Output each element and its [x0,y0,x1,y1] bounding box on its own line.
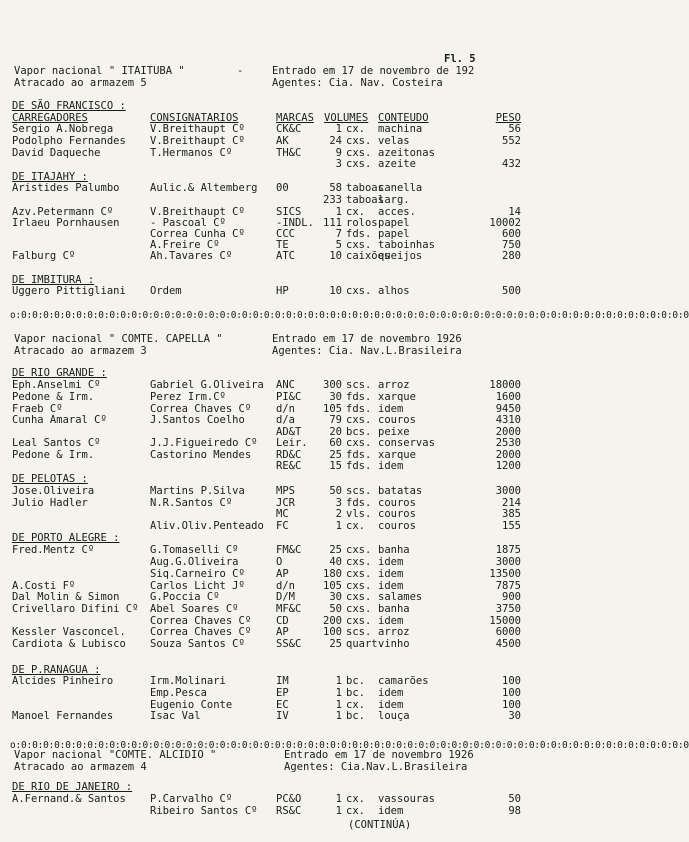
row-pr1-volume-type: bc. [346,675,365,687]
row-pa8-marca: AP [276,626,289,638]
row-pr3-marca: EC [276,699,289,711]
header-marcas: MARCAS [276,112,314,124]
row-pr4-carregador: Manoel Fernandes [12,710,114,722]
ship1-dash: - [237,65,244,77]
row-rg5-marca: AD&T [276,426,302,438]
row-rg7-consignatario: Castorino Mendes [150,449,252,461]
row-pa1-volume-type: cxs. [346,544,372,556]
ship2-agentes: Agentes: Cia. Nav.L.Brasileira [272,345,462,357]
row-pr4-conteudo: louça [378,710,410,722]
row-rg4-carregador: Cunha Amaral Cº [12,414,107,426]
row-it6-volume-type: cxs. [346,239,372,251]
row-sf2-volume-type: cxs. [346,135,372,147]
row-rg4-marca: d/a [276,414,295,426]
row-pe3-volume-qty: 2 [335,508,342,520]
row-pr1-volume-qty: 1 [335,675,342,687]
ship3-agentes: Agentes: Cia.Nav.L.Brasileira [284,761,468,773]
row-it6-conteudo: taboinhas [378,239,435,251]
row-rj1-volume-type: cx. [346,793,365,805]
row-rg5-conteudo: peixe [378,426,410,438]
row-pa4-peso: 7875 [495,580,521,592]
row-pa4-volume-type: cxs. [346,580,372,592]
ship1-atracado: Atracado ao armazem 5 [14,77,147,89]
row-sf1-carregador: Sergio A.Nobrega [12,123,114,135]
port-heading-imbituba: DE IMBITURA : [12,274,95,286]
row-pa1-volume-qty: 25 [329,544,342,556]
row-it5-marca: CCC [276,228,295,240]
row-sf2-peso: 552 [502,135,521,147]
row-rg2-volume-type: fds. [346,391,372,403]
row-pe4-peso: 155 [502,520,521,532]
row-rj1-marca: PC&O [276,793,302,805]
row-pa6-consignatario: Abel Soares Cº [150,603,239,615]
row-rg2-volume-qty: 30 [329,391,342,403]
row-it3-marca: SICS [276,206,302,218]
ship3-entrada: Entrado em 17 de novembro 1926 [284,749,474,761]
row-pr1-consignatario: Irm.Molinari [150,675,226,687]
row-pr2-volume-qty: 1 [335,687,342,699]
row-pe2-peso: 214 [502,497,521,509]
row-pr3-peso: 100 [502,699,521,711]
row-pe1-consignatario: Martins P.Silva [150,485,245,497]
port-heading-sao-francisco: DE SÃO FRANCISCO : [12,100,126,112]
row-it4-peso: 10002 [489,217,521,229]
ship2-atracado: Atracado ao armazem 3 [14,345,147,357]
row-rg6-marca: Leir. [276,437,308,449]
row-rg7-volume-type: fds. [346,449,372,461]
row-rg8-peso: 1200 [495,460,521,472]
row-pe4-conteudo: couros [378,520,416,532]
row-pa7-consignatario: Correa Chaves Cº [150,615,252,627]
row-pr4-consignatario: Isac Val [150,710,201,722]
row-pa6-peso: 3750 [495,603,521,615]
header-conteudo: CONTEUDO [378,112,429,124]
header-carregadores: CARREGADORES [12,112,88,124]
row-rj1-peso: 50 [508,793,521,805]
row-sf2-conteudo: velas [378,135,410,147]
row-pr4-marca: IV [276,710,289,722]
row-rg6-conteudo: conservas [378,437,435,449]
row-pa6-conteudo: banha [378,603,410,615]
row-pe2-consignatario: N.R.Santos Cº [150,497,233,509]
header-consignatarios: CONSIGNATARIOS [150,112,239,124]
row-pa5-volume-type: cxs. [346,591,372,603]
row-sf2-marca: AK [276,135,289,147]
row-rg4-volume-type: cxs. [346,414,372,426]
row-pa3-volume-qty: 180 [323,568,342,580]
row-sf3-marca: TH&C [276,147,302,159]
row-rg7-volume-qty: 25 [329,449,342,461]
row-it4-carregador: Irlaeu Pornhausen [12,217,120,229]
row-it2-conteudo: larg. [378,194,410,206]
row-pa6-marca: MF&C [276,603,302,615]
row-rg3-carregador: Fraeb Cº [12,403,63,415]
row-sf3-volume-type: cxs. [346,147,372,159]
row-pa1-consignatario: G.Tomaselli Cº [150,544,239,556]
row-rg6-volume-qty: 60 [329,437,342,449]
row-it3-peso: 14 [508,206,521,218]
port-heading-rio-janeiro: DE RIO DE JANEIRO : [12,781,133,793]
row-pe1-volume-qty: 50 [329,485,342,497]
row-rj1-carregador: A.Fernand.& Santos [12,793,126,805]
row-pr1-peso: 100 [502,675,521,687]
row-rg4-peso: 4310 [495,414,521,426]
row-pa2-volume-qty: 40 [329,556,342,568]
ship3-vapor: Vapor nacional "COMTE. ALCIDIO " [14,749,217,761]
row-pr4-volume-qty: 1 [335,710,342,722]
row-rj2-consignatario: Ribeiro Santos Cº [150,805,258,817]
row-pa3-peso: 13500 [489,568,521,580]
row-rg3-marca: d/n [276,403,295,415]
row-rj1-consignatario: P.Carvalho Cº [150,793,233,805]
ship2-vapor: Vapor nacional " COMTE. CAPELLA " [14,333,223,345]
row-sf3-carregador: David Daqueche [12,147,101,159]
row-pa2-consignatario: Aug.G.Oliveira [150,556,239,568]
row-pa2-volume-type: cxs. [346,556,372,568]
row-rg2-peso: 1600 [495,391,521,403]
row-rg3-peso: 9450 [495,403,521,415]
row-rg4-volume-qty: 79 [329,414,342,426]
row-it4-conteudo: papel [378,217,410,229]
row-rg8-conteudo: idem [378,460,404,472]
row-pe3-conteudo: couros [378,508,416,520]
row-it7-marca: ATC [276,250,295,262]
row-pa7-marca: CD [276,615,289,627]
row-rg5-volume-qty: 20 [329,426,342,438]
row-pe1-conteudo: batatas [378,485,423,497]
row-pa7-conteudo: idem [378,615,404,627]
row-pa9-volume-qty: 25 [329,638,342,650]
row-it6-consignatario: A.Freire Cº [150,239,220,251]
ship2-entrada: Entrado em 17 de novembro 1926 [272,333,462,345]
row-pe4-marca: FC [276,520,289,532]
row-pa7-peso: 15000 [489,615,521,627]
row-pa5-marca: D/M [276,591,295,603]
row-pa8-peso: 6000 [495,626,521,638]
row-sf3-consignatario: T.Hermanos Cº [150,147,233,159]
row-pa8-conteudo: arroz [378,626,410,638]
row-pa9-conteudo: vinho [378,638,410,650]
row-it5-consignatario: Correa Cunha Cº [150,228,245,240]
row-rg5-peso: 2000 [495,426,521,438]
row-pe2-marca: JCR [276,497,295,509]
row-pa8-carregador: Kessler Vasconcel. [12,626,126,638]
row-pa4-volume-qty: 105 [323,580,342,592]
row-pr1-carregador: Alcides Pinheiro [12,675,114,687]
row-it3-carregador: Azv.Petermann Cº [12,206,114,218]
port-heading-rio-grande: DE RIO GRANDE : [12,367,107,379]
row-rg6-consignatario: J.J.Figueiredo Cº [150,437,258,449]
row-sf2-carregador: Podolpho Fernandes [12,135,126,147]
row-pa2-conteudo: idem [378,556,404,568]
row-rg3-conteudo: idem [378,403,404,415]
row-pe4-volume-type: cx. [346,520,365,532]
row-pa4-conteudo: idem [378,580,404,592]
row-it1-consignatario: Aulic.& Altemberg [150,182,258,194]
row-pe4-consignatario: Aliv.Oliv.Penteado [150,520,264,532]
row-it7-conteudo: queijos [378,250,423,262]
row-pr1-marca: IM [276,675,289,687]
row-it6-peso: 750 [502,239,521,251]
row-rj2-peso: 98 [508,805,521,817]
row-rg7-carregador: Pedone & Irm. [12,449,95,461]
row-it3-volume-qty: 1 [335,206,342,218]
header-volumes: VOLUMES [324,112,369,124]
row-pr3-conteudo: idem [378,699,404,711]
row-pe1-carregador: Jose.Oliveira [12,485,95,497]
row-pa1-conteudo: banha [378,544,410,556]
row-rj2-conteudo: idem [378,805,404,817]
port-heading-porto-alegre: DE PORTO ALEGRE : [12,532,120,544]
ship1-entrada: Entrado em 17 de novembro de 192 [272,65,475,77]
row-pr3-consignatario: Eugenio Conte [150,699,233,711]
row-rg4-conteudo: couros [378,414,416,426]
row-rg6-peso: 2530 [495,437,521,449]
row-it1-volume-type: taboas [346,182,384,194]
row-it1-marca: 00 [276,182,289,194]
row-rg3-volume-qty: 105 [323,403,342,415]
row-im1-marca: HP [276,285,289,297]
row-it2-volume-type: taboas [346,194,384,206]
row-it6-marca: TE [276,239,289,251]
row-pe3-peso: 385 [502,508,521,520]
row-it3-consignatario: V.Breithaupt Cº [150,206,245,218]
port-heading-paranagua: DE P.RANAGUA : [12,664,101,676]
row-it7-peso: 280 [502,250,521,262]
row-it4-consignatario: - Pascoal Cº [150,217,226,229]
row-sf1-consignatario: V.Breithaupt Cº [150,123,245,135]
row-pr3-volume-type: cx. [346,699,365,711]
row-it5-peso: 600 [502,228,521,240]
row-rg8-volume-qty: 15 [329,460,342,472]
row-sf1-volume-type: cx. [346,123,365,135]
row-im1-conteudo: alhos [378,285,410,297]
row-rj2-volume-type: cx. [346,805,365,817]
row-sf1-volume-qty: 1 [335,123,342,135]
row-pa4-carregador: A.Costi Fº [12,580,76,592]
row-rg1-marca: ANC [276,379,295,391]
row-im1-volume-qty: 10 [329,285,342,297]
row-pe2-volume-type: fds. [346,497,372,509]
row-rg1-volume-type: scs. [346,379,372,391]
row-pe4-volume-qty: 1 [335,520,342,532]
row-pa7-volume-qty: 200 [323,615,342,627]
separator-2: o:0:0:0:0:0:0:0:0:0:0:0:0:0:0:0:0:0:0:0:0:0:0:0:0:0:0:0:0:0:0:0:0:0:0:0:0:0:0:0:0:0:0:0:0:0:0:0:0:0:0:0:0:0:0:0:0:0:0:0:0:0 [10,740,689,751]
row-pe1-peso: 3000 [495,485,521,497]
row-im1-volume-type: cxs. [346,285,372,297]
row-pe3-volume-type: vls. [346,508,372,520]
row-pr2-volume-type: bc. [346,687,365,699]
row-rg1-conteudo: arroz [378,379,410,391]
row-pa1-peso: 1875 [495,544,521,556]
row-im1-peso: 500 [502,285,521,297]
row-rg3-consignatario: Correa Chaves Cº [150,403,252,415]
row-pa9-peso: 4500 [495,638,521,650]
row-pa3-consignatario: Siq.Carneiro Cº [150,568,245,580]
row-sf3-volume-qty: 9 [335,147,342,159]
row-rg4-consignatario: J.Santos Coelho [150,414,245,426]
row-pr4-peso: 30 [508,710,521,722]
row-rg5-volume-type: bcs. [346,426,372,438]
row-pa9-carregador: Cardiota & Lubisco [12,638,126,650]
row-rg7-peso: 2000 [495,449,521,461]
row-pa5-carregador: Dal Molin & Simon [12,591,120,603]
row-sf4-volume-type: cxs. [346,158,372,170]
ship1-agentes: Agentes: Cia. Nav. Costeira [272,77,443,89]
row-it1-conteudo: canella [378,182,423,194]
row-pa1-carregador: Fred.Mentz Cº [12,544,95,556]
row-pa3-volume-type: cxs. [346,568,372,580]
row-sf2-consignatario: V.Breithaupt Cº [150,135,245,147]
row-pe2-conteudo: couros [378,497,416,509]
row-rg1-volume-qty: 300 [323,379,342,391]
row-it3-volume-type: cx. [346,206,365,218]
row-pr4-volume-type: bc. [346,710,365,722]
row-pa2-peso: 3000 [495,556,521,568]
row-pa1-marca: FM&C [276,544,302,556]
row-pa9-volume-type: quart. [346,638,384,650]
row-it7-carregador: Falburg Cº [12,250,76,262]
row-it7-volume-type: caixões [346,250,391,262]
row-rj2-volume-qty: 1 [335,805,342,817]
row-pe3-marca: MC [276,508,289,520]
row-pa6-carregador: Crivellaro Difini Cº [12,603,139,615]
row-im1-carregador: Uggero Pittigliani [12,285,126,297]
row-rg2-carregador: Pedone & Irm. [12,391,95,403]
row-pe1-marca: MPS [276,485,295,497]
row-pa3-marca: AP [276,568,289,580]
row-pa7-volume-type: cxs. [346,615,372,627]
row-pa4-marca: d/n [276,580,295,592]
row-pe2-volume-qty: 3 [335,497,342,509]
row-pr3-volume-qty: 1 [335,699,342,711]
row-pa8-consignatario: Correa Chaves Cº [150,626,252,638]
row-rg7-marca: RD&C [276,449,302,461]
row-rg2-consignatario: Perez Irm.Cº [150,391,226,403]
row-it7-volume-qty: 10 [329,250,342,262]
row-rg1-carregador: Eph.Anselmi Cº [12,379,101,391]
row-sf4-volume-qty: 3 [335,158,342,170]
row-rg2-marca: PI&C [276,391,302,403]
row-rg3-volume-type: fds. [346,403,372,415]
row-sf2-volume-qty: 24 [329,135,342,147]
row-it5-volume-qty: 7 [335,228,342,240]
separator-1: o:0:0:0:0:0:0:0:0:0:0:0:0:0:0:0:0:0:0:0:0:0:0:0:0:0:0:0:0:0:0:0:0:0:0:0:0:0:0:0:0:0:0:0:0:0:0:0:0:0:0:0:0:0:0:0:0:0:0:0:0:0 [10,310,689,321]
row-it4-volume-type: rolos [346,217,378,229]
page-number: Fl. 5 [444,53,476,65]
row-pa6-volume-qty: 50 [329,603,342,615]
row-sf1-peso: 56 [508,123,521,135]
row-it4-volume-qty: 111 [323,217,342,229]
row-it6-volume-qty: 5 [335,239,342,251]
row-pa6-volume-type: cxs. [346,603,372,615]
row-pa3-conteudo: idem [378,568,404,580]
row-pr2-consignatario: Emp.Pesca [150,687,207,699]
row-pa9-marca: SS&C [276,638,302,650]
row-rg6-carregador: Leal Santos Cº [12,437,101,449]
row-pa5-peso: 900 [502,591,521,603]
row-rg7-conteudo: xarque [378,449,416,461]
row-it3-conteudo: acces. [378,206,416,218]
row-pe1-volume-type: scs. [346,485,372,497]
row-pe2-carregador: Julio Hadler [12,497,88,509]
row-sf1-marca: CK&C [276,123,302,135]
row-it5-conteudo: papel [378,228,410,240]
row-it5-volume-type: fds. [346,228,372,240]
row-pa5-consignatario: G.Poccia Cº [150,591,220,603]
row-rg1-consignatario: Gabriel G.Oliveira [150,379,264,391]
continua-note: (CONTINÚA) [348,819,412,831]
row-pr2-peso: 100 [502,687,521,699]
row-pa4-consignatario: Carlos Licht Jº [150,580,245,592]
row-rj1-volume-qty: 1 [335,793,342,805]
row-it7-consignatario: Ah.Tavares Cº [150,250,233,262]
row-pa9-consignatario: Souza Santos Cº [150,638,245,650]
port-heading-itajahy: DE ITAJAHY : [12,171,88,183]
row-it1-volume-qty: 58 [329,182,342,194]
row-sf1-conteudo: machina [378,123,423,135]
row-it2-volume-qty: 233 [323,194,342,206]
port-heading-pelotas: DE PELOTAS : [12,473,88,485]
row-rg8-marca: RE&C [276,460,302,472]
header-peso: PESO [495,112,521,124]
row-rg8-volume-type: fds. [346,460,372,472]
row-pa5-volume-qty: 30 [329,591,342,603]
ship3-atracado: Atracado ao armazem 4 [14,761,147,773]
row-im1-consignatario: Ordem [150,285,182,297]
row-rg1-peso: 18000 [489,379,521,391]
row-pr2-marca: EP [276,687,289,699]
row-pa2-marca: O [276,556,283,568]
row-it4-marca: -INDL. [276,217,314,229]
ship1-vapor: Vapor nacional " ITAITUBA " [14,65,185,77]
row-pr1-conteudo: camarões [378,675,429,687]
row-rg2-conteudo: xarque [378,391,416,403]
row-sf4-peso: 432 [502,158,521,170]
row-pr2-conteudo: idem [378,687,404,699]
row-pa8-volume-type: scs. [346,626,372,638]
row-it1-carregador: Aristides Palumbo [12,182,120,194]
row-sf4-conteudo: azeite [378,158,416,170]
row-rj1-conteudo: vassouras [378,793,435,805]
row-sf3-conteudo: azeitonas [378,147,435,159]
row-rj2-marca: RS&C [276,805,302,817]
row-rg6-volume-type: cxs. [346,437,372,449]
row-pa8-volume-qty: 100 [323,626,342,638]
row-pa5-conteudo: salames [378,591,423,603]
